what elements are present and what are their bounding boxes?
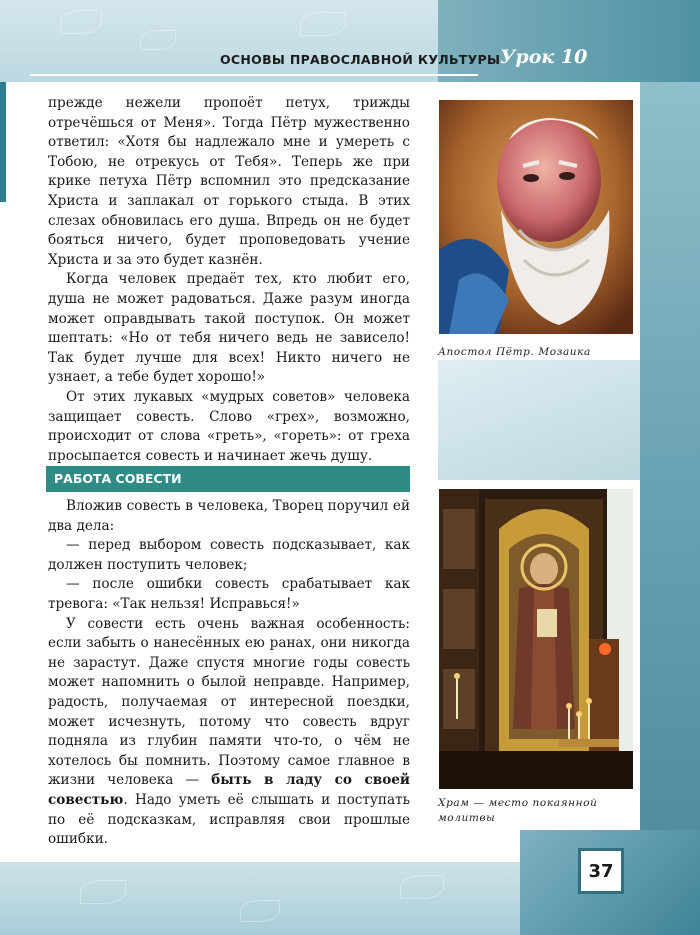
apostle-peter-image bbox=[436, 97, 636, 337]
image-caption: Храм — место покаянной молитвы bbox=[438, 797, 598, 824]
list-item: — перед выбором совесть подсказывает, как должен поступить человек; bbox=[48, 537, 410, 573]
paragraph: прежде нежели пропоёт петух, трижды отречёшься от Меня». Тогда Пётр мужественно ответил: «Хотя бы надлежало мне и умереть с Тобою, не отрекусь от Тебя». Теперь же при крике петуха Пётр вспомнил это предсказание Христа и заплакал от горького стыда. В этих слезах обновилась его душа. Впредь он не будет бояться ничего, будет проповедовать учение Христа и за это будет казнён. bbox=[48, 95, 410, 268]
church-interior-image bbox=[436, 486, 636, 792]
text-column-bottom bbox=[48, 497, 410, 850]
leaf-ornament bbox=[80, 880, 126, 904]
list-item: — после ошибки совесть срабатывает как тревога: «Так нельзя! Исправься!» bbox=[48, 576, 410, 612]
left-edge-accent bbox=[0, 82, 6, 202]
leaf-ornament bbox=[400, 875, 444, 899]
bold-phrase: быть в ладу со своей совестью bbox=[48, 772, 410, 808]
leaf-ornament bbox=[60, 10, 102, 34]
text-column-top bbox=[48, 94, 410, 466]
mosaic-illustration bbox=[439, 100, 633, 334]
leaf-ornament bbox=[240, 900, 280, 922]
page-number: 37 bbox=[578, 848, 624, 894]
header-divider bbox=[30, 74, 478, 76]
paragraph-lead: У совести есть очень важная особенность: если забыть о нанесённых ею ранах, они никогда не зарастут. Даже спустя многие годы совесть может напомнить о былой неправде. Например, радость, получаемая от интересной поездки, может исчезнуть, потому что совесть вдруг подняла из глубин памяти что-то, о чём не хотелось бы помнить. Поэтому самое главное в жизни человека — bbox=[48, 615, 410, 789]
paragraph: Когда человек предаёт тех, кто любит его, душа не может радоваться. Даже разум иногда может оправдывать такой поступок. Он может шептать: «Но от тебя ничего ведь не зависело! Так будет лучше для всех! Никто ничего не узнает, а тебе будет хорошо!» bbox=[48, 271, 410, 386]
image-caption: Апостол Пётр. Мозаика bbox=[438, 346, 591, 358]
paragraph-tail: . Надо уметь её слышать и поступать по её подсказкам, исправляя свои прошлые ошибки. bbox=[48, 791, 410, 848]
leaf-ornament bbox=[300, 12, 346, 36]
right-decor-strip bbox=[640, 82, 700, 862]
paragraph: Вложив совесть в человека, Творец поручил ей два дела: bbox=[48, 498, 410, 534]
mid-decor-band bbox=[438, 360, 640, 480]
church-illustration bbox=[439, 489, 633, 789]
lesson-label: Урок 10 bbox=[500, 46, 588, 68]
course-title: ОСНОВЫ ПРАВОСЛАВНОЙ КУЛЬТУРЫ bbox=[220, 52, 501, 67]
section-heading: РАБОТА СОВЕСТИ bbox=[46, 466, 410, 492]
paragraph-final bbox=[48, 615, 410, 850]
leaf-ornament bbox=[140, 30, 176, 50]
paragraph: От этих лукавых «мудрых советов» человека защищает совесть. Слово «грех», возможно, происходит от слова «греть», «гореть»: от греха просыпается совесть и начинает жечь душу. bbox=[48, 388, 410, 464]
